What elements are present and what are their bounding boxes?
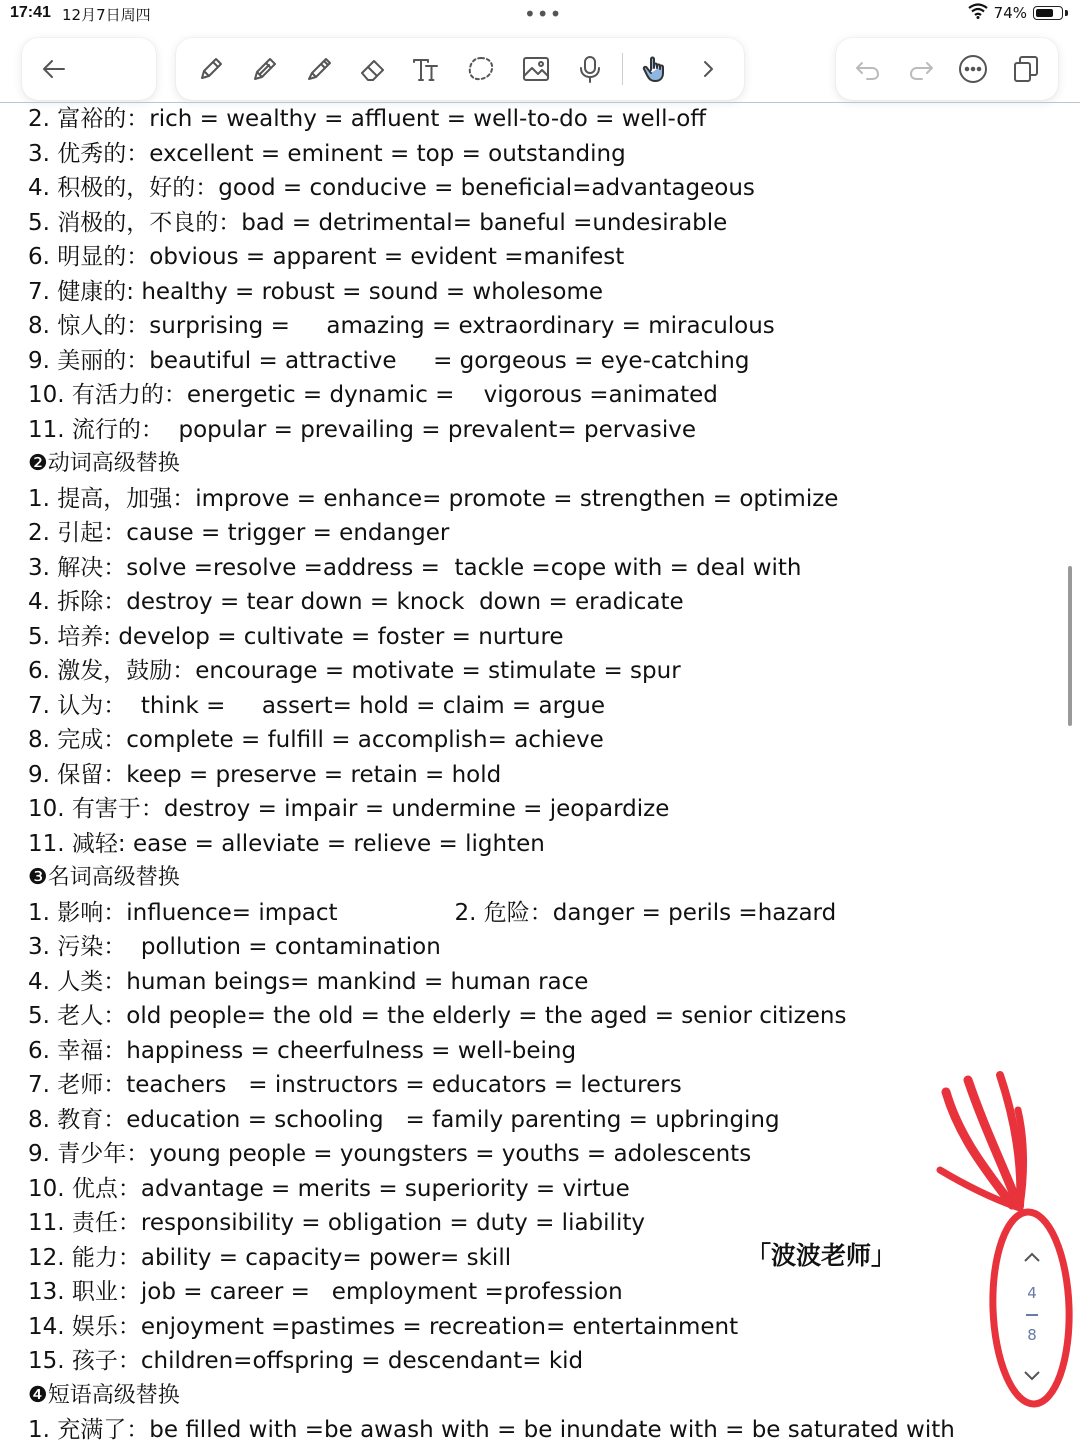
page-separator (1026, 1314, 1038, 1316)
note-line: 7. 老师：teachers = instructors = educators = lecturers (28, 1072, 682, 1098)
note-line: 3. 优秀的：excellent = eminent = top = outstanding (28, 140, 626, 167)
note-line: 3. 解决：solve =resolve =address = tackle =cope with = deal with (28, 554, 802, 581)
scrollbar[interactable] (1068, 566, 1072, 726)
note-line: 5. 老人：old people= the old = the elderly = the aged = senior citizens (28, 1003, 847, 1029)
note-line: 14. 娱乐：enjoyment =pastimes = recreation= entertainment (28, 1313, 739, 1340)
note-line: 8. 教育：education = schooling = family parenting = upbringing (28, 1106, 780, 1133)
chevron-right-icon[interactable] (687, 47, 731, 91)
note-line: 9. 保留：keep = preserve = retain = hold (28, 761, 502, 788)
battery-percent: 74% (993, 4, 1027, 22)
wifi-icon (968, 3, 988, 23)
note-line: 6. 激发，鼓励：encourage = motivate = stimulate = spur (28, 658, 681, 684)
status-bar (0, 0, 1080, 28)
note-line: 6. 幸福：happiness = cheerfulness = well-being (28, 1037, 577, 1064)
page-navigator (1003, 1240, 1061, 1400)
hand-pointer-icon[interactable] (633, 47, 677, 91)
note-line: 10. 有活力的：energetic = dynamic = vigorous =animated (28, 382, 718, 408)
note-line: 3. 污染： pollution = contamination (28, 934, 441, 960)
note-line: 10. 有害于：destroy = impair = undermine = jeopardize (28, 796, 670, 822)
note-line: 10. 优点：advantage = merits = superiority = virtue (28, 1175, 630, 1202)
note-line: 4. 拆除：destroy = tear down = knock down = eradicate (28, 589, 684, 615)
note-line: 1. 提高，加强：improve = enhance= promote = strengthen = optimize (28, 485, 839, 512)
pencil-icon[interactable] (243, 47, 287, 91)
section-heading: ❹短语高级替换 (28, 1382, 180, 1408)
page-up-chevron-icon[interactable] (1017, 1242, 1047, 1272)
note-line: 13. 职业：job = career = employment =profession (28, 1279, 623, 1305)
note-line: 1. 影响：influence= impact 2. 危险：danger = perils =hazard (28, 899, 837, 926)
note-line: 2. 富裕的：rich = wealthy = affluent = well-to-do = well-off (28, 106, 707, 132)
image-icon[interactable] (514, 47, 558, 91)
toolbar-right (836, 38, 1058, 100)
more-icon[interactable] (951, 47, 995, 91)
microphone-icon[interactable] (568, 47, 612, 91)
highlighter-icon[interactable] (297, 47, 341, 91)
note-line: 7. 认为： think = assert= hold = claim = argue (28, 692, 605, 719)
status-time: 17:41 (10, 4, 51, 21)
note-line: 7. 健康的: healthy = robust = sound = wholesome (28, 278, 604, 305)
page-down-chevron-icon[interactable] (1017, 1360, 1047, 1390)
note-line: 2. 引起：cause = trigger = endanger (28, 520, 450, 546)
toolbar-tools (176, 38, 744, 100)
note-line: 8. 惊人的：surprising = amazing = extraordinary = miraculous (28, 313, 775, 339)
watermark-text: 「波波老师」 (746, 1241, 897, 1270)
status-indicators (968, 3, 1068, 23)
note-line: 5. 培养: develop = cultivate = foster = nurture (28, 623, 564, 650)
total-page-number: 8 (1027, 1326, 1037, 1344)
multitask-dots[interactable]: ••• (524, 2, 563, 26)
status-date: 12月7日周四 (62, 6, 151, 24)
battery-icon (1033, 6, 1063, 20)
note-line: 8. 完成：complete = fulfill = accomplish= achieve (28, 727, 604, 753)
note-line: 11. 减轻: ease = alleviate = relieve = lighten (28, 830, 545, 857)
lasso-icon[interactable] (459, 47, 503, 91)
note-line: 4. 人类：human beings= mankind = human race (28, 968, 589, 995)
eraser-icon[interactable] (351, 47, 395, 91)
undo-icon[interactable] (846, 47, 890, 91)
note-line: 11. 流行的： popular = prevailing = prevalent= pervasive (28, 416, 697, 443)
current-page-number: 4 (1027, 1284, 1037, 1302)
note-line: 9. 美丽的：beautiful = attractive = gorgeous = eye-catching (28, 347, 750, 374)
section-heading: ❷动词高级替换 (28, 451, 180, 476)
text-tool-icon[interactable] (405, 47, 449, 91)
note-line: 12. 能力：ability = capacity= power= skill (28, 1244, 512, 1271)
note-line: 11. 责任：responsibility = obligation = duty = liability (28, 1210, 645, 1236)
back-arrow-icon[interactable] (32, 47, 76, 91)
note-line: 1. 充满了：be filled with =be awash with = be inundate with = be saturated with (28, 1417, 955, 1443)
redo-icon[interactable] (899, 47, 943, 91)
pages-icon[interactable] (1004, 47, 1048, 91)
pen-icon[interactable] (189, 47, 233, 91)
section-heading: ❸名词高级替换 (28, 865, 180, 890)
note-line: 4. 积极的，好的：good = conducive = beneficial=advantageous (28, 175, 755, 201)
note-line: 9. 青少年：young people = youngsters = youths = adolescents (28, 1141, 752, 1167)
note-line: 15. 孩子：children=offspring = descendant= kid (28, 1348, 584, 1374)
note-line: 6. 明显的：obvious = apparent = evident =manifest (28, 244, 625, 270)
note-line: 5. 消极的，不良的：bad = detrimental= baneful =undesirable (28, 209, 728, 236)
toolbar-left (22, 38, 156, 100)
toolbar-divider (622, 53, 623, 85)
